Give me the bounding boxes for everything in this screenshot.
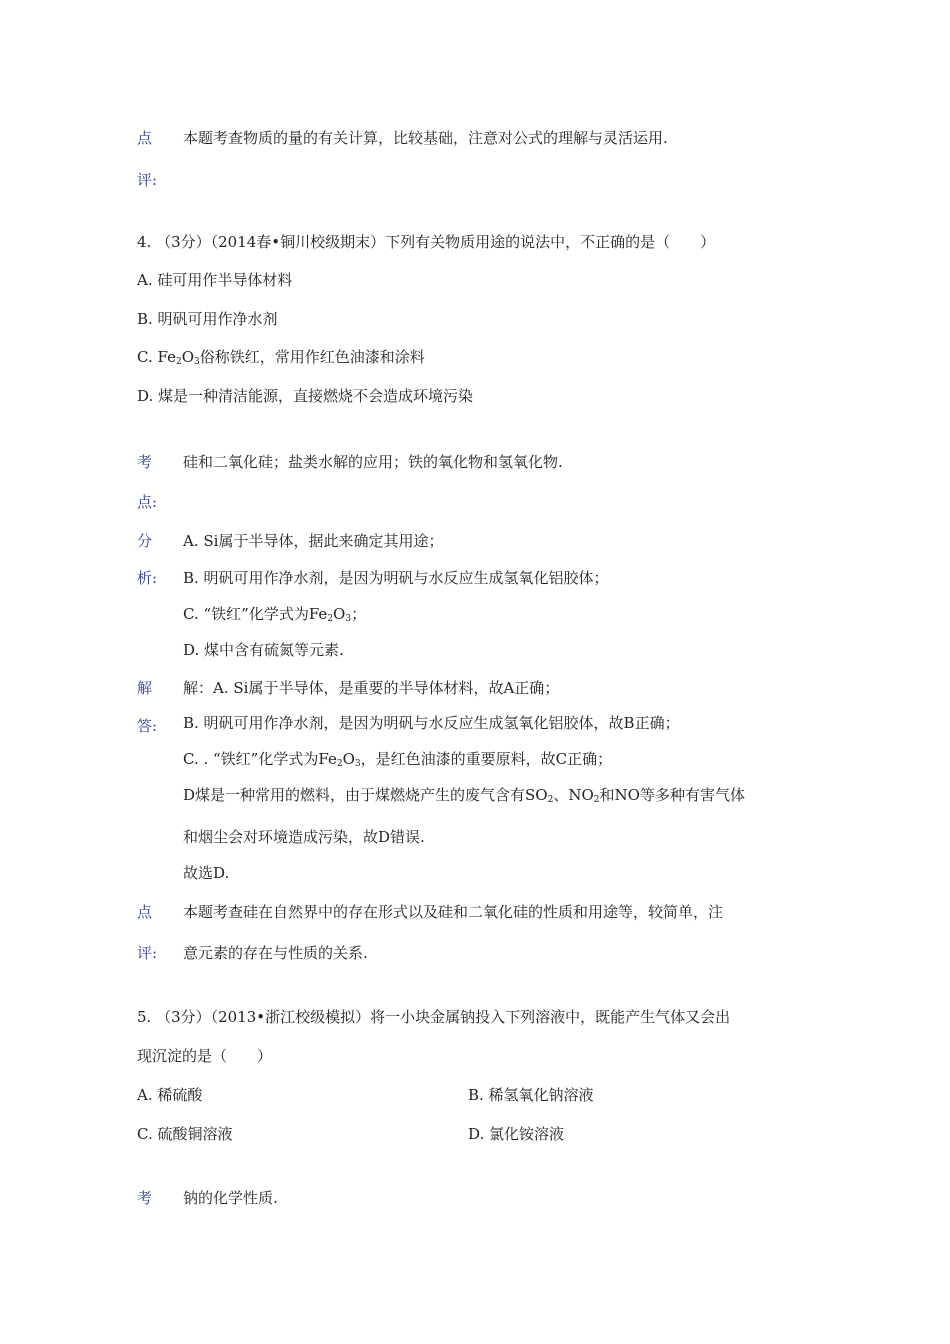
comment-label-top: 点 [137, 129, 153, 147]
q5-option-c: C. 硫酸铜溶液 [137, 1125, 233, 1143]
fenxi-label-top: 分 [137, 532, 153, 550]
q4-option-d: D. 煤是一种清洁能源，直接燃烧不会造成环境污染 [137, 387, 474, 405]
q4-fenxi-line-2: B. 明矾可用作净水剂，是因为明矾与水反应生成氢氧化铝胶体； [183, 569, 609, 587]
comment2-label-bottom: 评: [137, 944, 158, 962]
q4-comment-line-2: 意元素的存在与性质的关系. [183, 944, 368, 962]
jieda-label-top: 解 [137, 679, 153, 697]
q5-option-a: A. 稀硫酸 [137, 1086, 203, 1104]
q4-option-c: C. $Fe_2O_3$俗称铁红，常用作红色油漆和涂料 [137, 348, 425, 367]
q4-fenxi-line-4: D. 煤中含有硫氮等元素. [183, 641, 344, 659]
q4-fenxi-line-3: C. “铁红”化学式为$Fe_2O_3$； [183, 605, 367, 624]
comment2-label-top: 点 [137, 903, 153, 921]
q4-jieda-line-4: D煤是一种常用的燃料，由于煤燃烧产生的废气含有$SO_2$、$NO_2$和NO等多种有害气体 [183, 786, 745, 805]
kaodian3-label-top: 考 [137, 1189, 153, 1207]
q4-jieda-line-5: 和烟尘会对环境造成污染，故D错误. [183, 828, 425, 846]
q5-option-d: D. 氯化铵溶液 [468, 1125, 565, 1143]
q4-option-a: A. 硅可用作半导体材料 [137, 271, 293, 289]
q4-jieda-line-6: 故选D. [183, 864, 230, 882]
previous-comment-text: 本题考查物质的量的有关计算，比较基础，注意对公式的理解与灵活运用. [183, 129, 668, 147]
q5-kaodian-text: 钠的化学性质. [183, 1189, 278, 1207]
q5-stem-line-1: 5. （3分）（2013•浙江校级模拟）将一小块金属钠投入下列溶液中，既能产生气体又会出 [137, 1008, 731, 1026]
q5-stem-line-2: 现沉淀的是（ ） [137, 1047, 273, 1065]
q4-kaodian-text: 硅和二氧化硅；盐类水解的应用；铁的氧化物和氢氧化物. [183, 453, 563, 471]
q4-jieda-line-1: 解：A. Si属于半导体，是重要的半导体材料，故A正确； [183, 679, 560, 697]
q4-option-b: B. 明矾可用作净水剂 [137, 310, 278, 328]
q4-fenxi-line-1: A. Si属于半导体，据此来确定其用途； [183, 532, 444, 550]
jieda-label-bottom: 答: [137, 717, 158, 735]
comment-label-bottom: 评: [137, 171, 158, 189]
kaodian-label-bottom: 点: [137, 493, 158, 511]
q4-jieda-line-2: B. 明矾可用作净水剂，是因为明矾与水反应生成氢氧化铝胶体，故B正确； [183, 714, 680, 732]
kaodian-label-top: 考 [137, 453, 153, 471]
q4-stem: 4. （3分）（2014春•铜川校级期末）下列有关物质用途的说法中，不正确的是（ ） [137, 233, 716, 251]
q5-option-b: B. 稀氢氧化钠溶液 [468, 1086, 594, 1104]
q4-comment-line-1: 本题考查硅在自然界中的存在形式以及硅和二氧化硅的性质和用途等，较简单，注 [183, 903, 724, 921]
fenxi-label-bottom: 析: [137, 569, 158, 587]
q4-jieda-line-3: C. . “铁红”化学式为$Fe_2O_3$，是红色油漆的重要原料，故C正确； [183, 750, 613, 769]
